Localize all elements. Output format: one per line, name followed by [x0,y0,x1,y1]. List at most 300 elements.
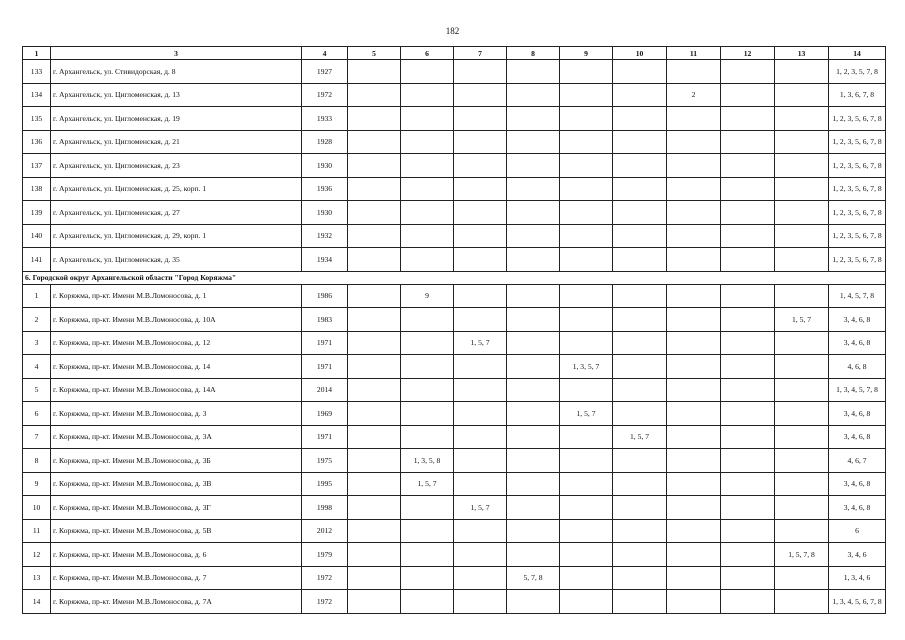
year-cell: 1972 [302,590,348,614]
value-cell [560,284,613,308]
year-cell: 1971 [302,331,348,355]
row-number: 14 [23,590,51,614]
value-cell [348,472,401,496]
table-row [23,83,886,107]
value-cell: 3, 4, 6, 8 [829,472,886,496]
value-cell [721,590,775,614]
value-cell [507,201,560,225]
value-cell: 1, 2, 3, 5, 6, 7, 8 [829,248,886,272]
table-row [23,331,886,355]
value-cell [507,519,560,543]
value-cell [613,496,667,520]
value-cell: 1, 2, 3, 5, 6, 7, 8 [829,154,886,178]
value-cell [613,472,667,496]
column-header: 10 [613,47,667,60]
value-cell [560,201,613,225]
column-header: 5 [348,47,401,60]
value-cell [721,224,775,248]
value-cell [401,543,454,567]
row-number: 141 [23,248,51,272]
address-cell: г. Архангельск, ул. Цигломенская, д. 23 [51,154,302,178]
value-cell: 1, 2, 3, 5, 7, 8 [829,60,886,84]
value-cell [507,331,560,355]
table-row [23,130,886,154]
value-cell [721,60,775,84]
value-cell [401,355,454,379]
value-cell [348,154,401,178]
value-cell [667,402,721,426]
value-cell [401,154,454,178]
table-body [23,60,886,614]
value-cell: 1, 3, 5, 7 [560,355,613,379]
value-cell [401,308,454,332]
address-cell: г. Архангельск, ул. Цигломенская, д. 27 [51,201,302,225]
value-cell [613,543,667,567]
value-cell: 1, 5, 7 [775,308,829,332]
value-cell [560,566,613,590]
column-header: 1 [23,47,51,60]
value-cell [401,590,454,614]
value-cell [613,519,667,543]
table-row [23,60,886,84]
address-cell: г. Архангельск, ул. Цигломенская, д. 29, корп. 1 [51,224,302,248]
value-cell: 1, 5, 7 [560,402,613,426]
value-cell [667,566,721,590]
year-cell: 1927 [302,60,348,84]
address-cell: г. Коряжма, пр-кт. Имени М.В.Ломоносова, д. 10А [51,308,302,332]
address-cell: г. Коряжма, пр-кт. Имени М.В.Ломоносова, д. 5В [51,519,302,543]
value-cell [454,154,507,178]
value-cell [667,224,721,248]
year-cell: 1972 [302,566,348,590]
address-cell: г. Коряжма, пр-кт. Имени М.В.Ломоносова, д. 7А [51,590,302,614]
data-table [22,46,886,614]
year-cell: 1930 [302,154,348,178]
value-cell [613,331,667,355]
year-cell: 1979 [302,543,348,567]
value-cell: 5, 7, 8 [507,566,560,590]
value-cell [348,224,401,248]
year-cell: 1969 [302,402,348,426]
value-cell [348,107,401,131]
year-cell: 1983 [302,308,348,332]
value-cell [721,519,775,543]
address-cell: г. Архангельск, ул. Цигломенская, д. 25, корп. 1 [51,177,302,201]
row-number: 2 [23,308,51,332]
table-row [23,472,886,496]
value-cell [507,224,560,248]
value-cell [348,566,401,590]
value-cell [348,130,401,154]
value-cell [348,248,401,272]
table-row [23,425,886,449]
value-cell: 3, 4, 6, 8 [829,402,886,426]
value-cell [560,496,613,520]
row-number: 3 [23,331,51,355]
value-cell [721,154,775,178]
row-number: 136 [23,130,51,154]
value-cell: 1, 3, 4, 5, 7, 8 [829,378,886,402]
year-cell: 1932 [302,224,348,248]
value-cell: 3, 4, 6, 8 [829,331,886,355]
value-cell [507,402,560,426]
value-cell [348,284,401,308]
value-cell [454,449,507,473]
year-cell: 1936 [302,177,348,201]
value-cell [560,425,613,449]
value-cell [775,154,829,178]
row-number: 10 [23,496,51,520]
value-cell [401,177,454,201]
column-header: 4 [302,47,348,60]
value-cell [775,224,829,248]
value-cell [613,154,667,178]
year-cell: 1998 [302,496,348,520]
value-cell [454,519,507,543]
value-cell [613,402,667,426]
row-number: 134 [23,83,51,107]
value-cell [721,130,775,154]
value-cell [560,519,613,543]
value-cell [454,130,507,154]
value-cell [613,378,667,402]
column-header: 3 [51,47,302,60]
value-cell [401,248,454,272]
row-number: 135 [23,107,51,131]
table-row [23,201,886,225]
table-row [23,107,886,131]
value-cell [613,248,667,272]
address-cell: г. Коряжма, пр-кт. Имени М.В.Ломоносова, д. 12 [51,331,302,355]
value-cell [721,248,775,272]
value-cell [775,355,829,379]
address-cell: г. Архангельск, ул. Цигломенская, д. 21 [51,130,302,154]
value-cell [667,590,721,614]
value-cell [507,472,560,496]
value-cell [721,177,775,201]
value-cell [401,83,454,107]
year-cell: 1986 [302,284,348,308]
value-cell [348,519,401,543]
value-cell: 1, 2, 3, 5, 6, 7, 8 [829,130,886,154]
value-cell [667,284,721,308]
value-cell [454,107,507,131]
value-cell [613,566,667,590]
value-cell [667,519,721,543]
value-cell [667,449,721,473]
column-header: 6 [401,47,454,60]
value-cell [775,496,829,520]
value-cell: 1, 5, 7 [454,496,507,520]
value-cell [667,543,721,567]
table-row [23,590,886,614]
column-header: 13 [775,47,829,60]
value-cell [721,107,775,131]
address-cell: г. Коряжма, пр-кт. Имени М.В.Ломоносова, д. 3 [51,402,302,426]
value-cell [401,425,454,449]
value-cell [613,83,667,107]
value-cell [775,402,829,426]
value-cell [560,449,613,473]
value-cell [348,425,401,449]
value-cell: 1, 2, 3, 5, 6, 7, 8 [829,224,886,248]
value-cell [454,590,507,614]
value-cell [721,543,775,567]
value-cell [401,60,454,84]
value-cell: 1, 5, 7 [613,425,667,449]
value-cell [667,130,721,154]
value-cell [775,590,829,614]
value-cell: 1, 2, 3, 5, 6, 7, 8 [829,177,886,201]
value-cell [560,590,613,614]
row-number: 137 [23,154,51,178]
value-cell: 3, 4, 6, 8 [829,425,886,449]
row-number: 13 [23,566,51,590]
value-cell [721,201,775,225]
value-cell: 6 [829,519,886,543]
value-cell [454,177,507,201]
value-cell [507,130,560,154]
section-row [23,271,886,284]
value-cell [560,177,613,201]
value-cell [348,177,401,201]
value-cell: 1, 5, 7, 8 [775,543,829,567]
value-cell: 1, 5, 7 [401,472,454,496]
value-cell [560,472,613,496]
value-cell [721,355,775,379]
value-cell: 1, 3, 6, 7, 8 [829,83,886,107]
year-cell: 1972 [302,83,348,107]
year-cell: 1934 [302,248,348,272]
value-cell [507,83,560,107]
value-cell [667,201,721,225]
address-cell: г. Коряжма, пр-кт. Имени М.В.Ломоносова, д. 1 [51,284,302,308]
value-cell [560,130,613,154]
value-cell [401,331,454,355]
value-cell [348,378,401,402]
year-cell: 1995 [302,472,348,496]
value-cell: 3, 4, 6 [829,543,886,567]
value-cell [348,590,401,614]
column-header: 14 [829,47,886,60]
value-cell [667,154,721,178]
value-cell [775,201,829,225]
row-number: 12 [23,543,51,567]
value-cell [613,284,667,308]
value-cell: 2 [667,83,721,107]
value-cell [721,472,775,496]
value-cell [721,378,775,402]
value-cell [721,449,775,473]
value-cell: 1, 3, 4, 5, 6, 7, 8 [829,590,886,614]
value-cell [667,425,721,449]
value-cell [667,107,721,131]
value-cell: 9 [401,284,454,308]
value-cell [507,543,560,567]
value-cell [721,331,775,355]
value-cell [775,60,829,84]
table-row [23,224,886,248]
year-cell: 1933 [302,107,348,131]
value-cell [775,519,829,543]
value-cell [401,224,454,248]
row-number: 140 [23,224,51,248]
value-cell [613,60,667,84]
table-row [23,496,886,520]
value-cell [775,284,829,308]
address-cell: г. Коряжма, пр-кт. Имени М.В.Ломоносова, д. 3А [51,425,302,449]
value-cell [667,496,721,520]
value-cell [560,543,613,567]
value-cell [667,60,721,84]
address-cell: г. Архангельск, ул. Цигломенская, д. 19 [51,107,302,131]
address-cell: г. Коряжма, пр-кт. Имени М.В.Ломоносова, д. 14А [51,378,302,402]
value-cell [560,378,613,402]
table-row [23,566,886,590]
value-cell [507,177,560,201]
value-cell [454,308,507,332]
row-number: 8 [23,449,51,473]
value-cell: 4, 6, 7 [829,449,886,473]
value-cell [454,224,507,248]
value-cell [454,425,507,449]
value-cell [454,378,507,402]
value-cell: 1, 2, 3, 5, 6, 7, 8 [829,201,886,225]
row-number: 7 [23,425,51,449]
row-number: 139 [23,201,51,225]
value-cell [775,83,829,107]
row-number: 133 [23,60,51,84]
value-cell [401,402,454,426]
value-cell [348,331,401,355]
value-cell [667,177,721,201]
value-cell [613,590,667,614]
table-row [23,177,886,201]
value-cell [560,60,613,84]
value-cell [348,83,401,107]
value-cell [721,496,775,520]
address-cell: г. Коряжма, пр-кт. Имени М.В.Ломоносова, д. 3В [51,472,302,496]
value-cell [667,248,721,272]
year-cell: 2014 [302,378,348,402]
address-cell: г. Коряжма, пр-кт. Имени М.В.Ломоносова, д. 3Б [51,449,302,473]
value-cell [507,284,560,308]
value-cell [721,402,775,426]
value-cell [560,154,613,178]
value-cell [613,449,667,473]
address-cell: г. Коряжма, пр-кт. Имени М.В.Ломоносова, д. 3Г [51,496,302,520]
value-cell [348,543,401,567]
table-row [23,378,886,402]
value-cell [401,130,454,154]
value-cell [775,331,829,355]
value-cell [348,60,401,84]
year-cell: 1971 [302,355,348,379]
value-cell [721,284,775,308]
value-cell [775,107,829,131]
value-cell [560,107,613,131]
column-header: 8 [507,47,560,60]
value-cell [454,472,507,496]
table-header [23,47,886,60]
value-cell [775,566,829,590]
value-cell [613,201,667,225]
table-row [23,154,886,178]
value-cell [613,107,667,131]
row-number: 11 [23,519,51,543]
value-cell: 3, 4, 6, 8 [829,308,886,332]
row-number: 1 [23,284,51,308]
value-cell [667,472,721,496]
value-cell [401,496,454,520]
value-cell [401,519,454,543]
value-cell [775,449,829,473]
value-cell [613,355,667,379]
value-cell [348,496,401,520]
value-cell [721,308,775,332]
value-cell [560,83,613,107]
value-cell [560,331,613,355]
value-cell: 1, 2, 3, 5, 6, 7, 8 [829,107,886,131]
value-cell [507,449,560,473]
value-cell: 3, 4, 6, 8 [829,496,886,520]
year-cell: 1928 [302,130,348,154]
value-cell [454,83,507,107]
year-cell: 1930 [302,201,348,225]
column-header: 7 [454,47,507,60]
value-cell: 1, 3, 4, 6 [829,566,886,590]
value-cell [507,355,560,379]
value-cell [775,130,829,154]
value-cell [507,425,560,449]
value-cell [721,83,775,107]
table-row [23,519,886,543]
value-cell [507,496,560,520]
value-cell [613,224,667,248]
value-cell [507,248,560,272]
value-cell [454,60,507,84]
table-row [23,402,886,426]
header-row [23,47,886,60]
value-cell [775,472,829,496]
address-cell: г. Коряжма, пр-кт. Имени М.В.Ломоносова, д. 14 [51,355,302,379]
value-cell: 1, 4, 5, 7, 8 [829,284,886,308]
column-header: 9 [560,47,613,60]
value-cell [721,566,775,590]
value-cell [667,378,721,402]
value-cell [348,355,401,379]
row-number: 9 [23,472,51,496]
value-cell [667,308,721,332]
value-cell [348,201,401,225]
address-cell: г. Коряжма, пр-кт. Имени М.В.Ломоносова, д. 7 [51,566,302,590]
value-cell [667,331,721,355]
row-number: 6 [23,402,51,426]
value-cell [613,308,667,332]
value-cell [613,130,667,154]
column-header: 11 [667,47,721,60]
value-cell [667,355,721,379]
address-cell: г. Архангельск, ул. Цигломенская, д. 35 [51,248,302,272]
value-cell [401,566,454,590]
section-title: 6. Городской округ Архангельской области "Город Коряжма" [23,271,886,284]
table-row [23,355,886,379]
value-cell [507,308,560,332]
address-cell: г. Архангельск, ул. Стивидорская, д. 8 [51,60,302,84]
row-number: 4 [23,355,51,379]
value-cell [775,425,829,449]
value-cell [775,378,829,402]
